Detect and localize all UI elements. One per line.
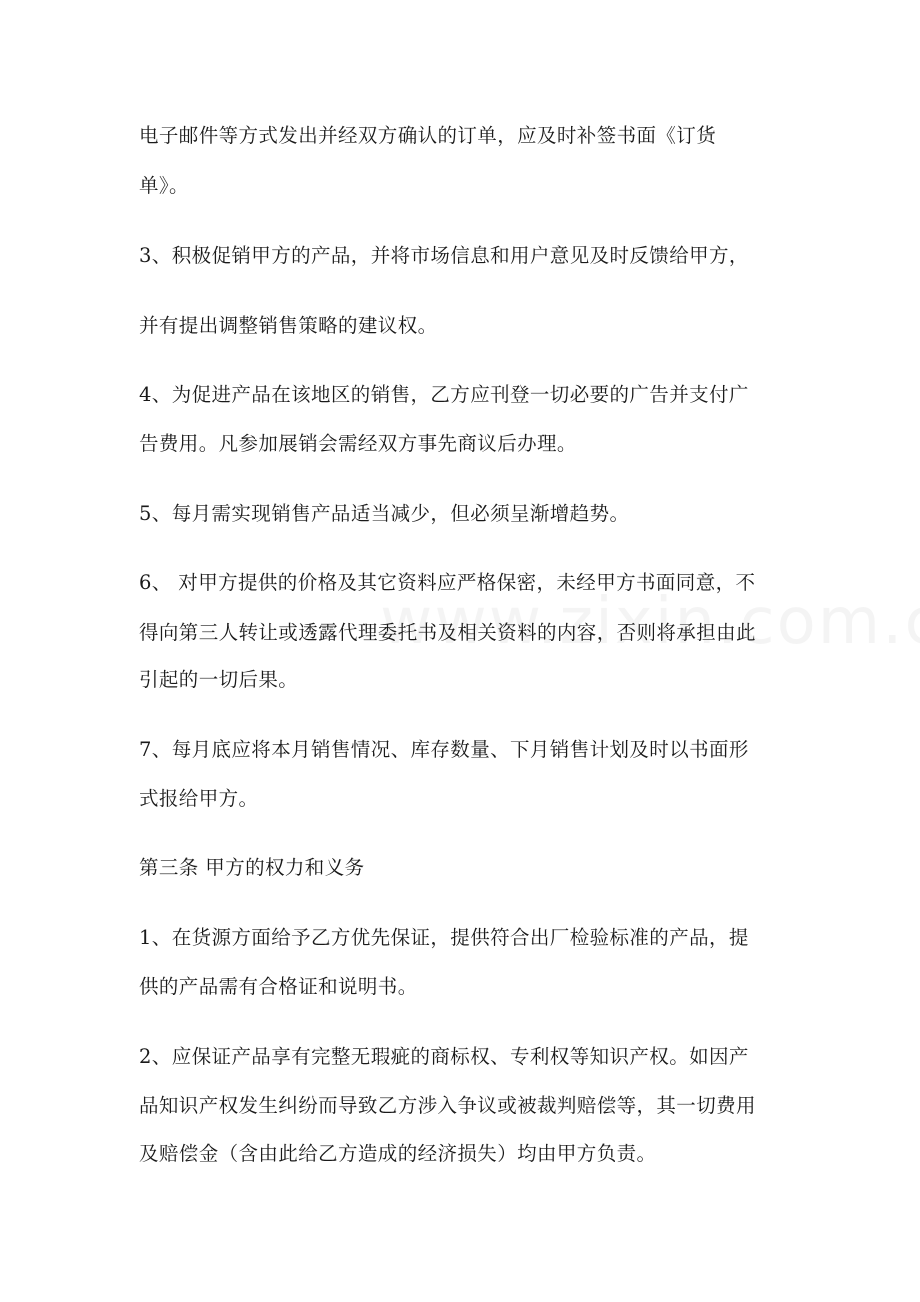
text-line: 7、每月底应将本月销售情况、库存数量、下月销售计划及时以书面形 [139, 738, 749, 761]
text-line: 供的产品需有合格证和说明书。 [139, 975, 418, 998]
text-line: 2、应保证产品享有完整无瑕疵的商标权、专利权等知识产权。如因产 [139, 1045, 749, 1068]
text-line: 并有提出调整销售策略的建议权。 [139, 314, 438, 337]
text-line: 式报给甲方。 [139, 787, 259, 810]
text-line: 告费用。凡参加展销会需经双方事先商议后办理。 [139, 432, 577, 455]
text-line: 得向第三人转让或透露代理委托书及相关资料的内容，否则将承担由此 [139, 621, 756, 644]
section-heading: 第三条 甲方的权力和义务 [139, 856, 365, 879]
text-line: 5、每月需实现销售产品适当减少，但必须呈渐增趋势。 [139, 502, 630, 525]
text-line: 单》。 [139, 174, 189, 197]
text-line: 及赔偿金（含由此给乙方造成的经济损失）均由甲方负责。 [139, 1142, 657, 1165]
text-line: 引起的一切后果。 [139, 668, 299, 691]
text-line: 电子邮件等方式发出并经双方确认的订单，应及时补签书面《订货 [139, 124, 717, 147]
text-line: 1、在货源方面给予乙方优先保证，提供符合出厂检验标准的产品，提 [139, 926, 749, 949]
text-line: 6、 对甲方提供的价格及其它资料应严格保密，未经甲方书面同意，不 [139, 571, 756, 594]
text-line: 4、为促进产品在该地区的销售，乙方应刊登一切必要的广告并支付广 [139, 383, 749, 406]
text-line: 3、积极促销甲方的产品，并将市场信息和用户意见及时反馈给甲方， [139, 244, 749, 267]
text-line: 品知识产权发生纠纷而导致乙方涉入争议或被裁判赔偿等，其一切费用 [139, 1094, 756, 1117]
